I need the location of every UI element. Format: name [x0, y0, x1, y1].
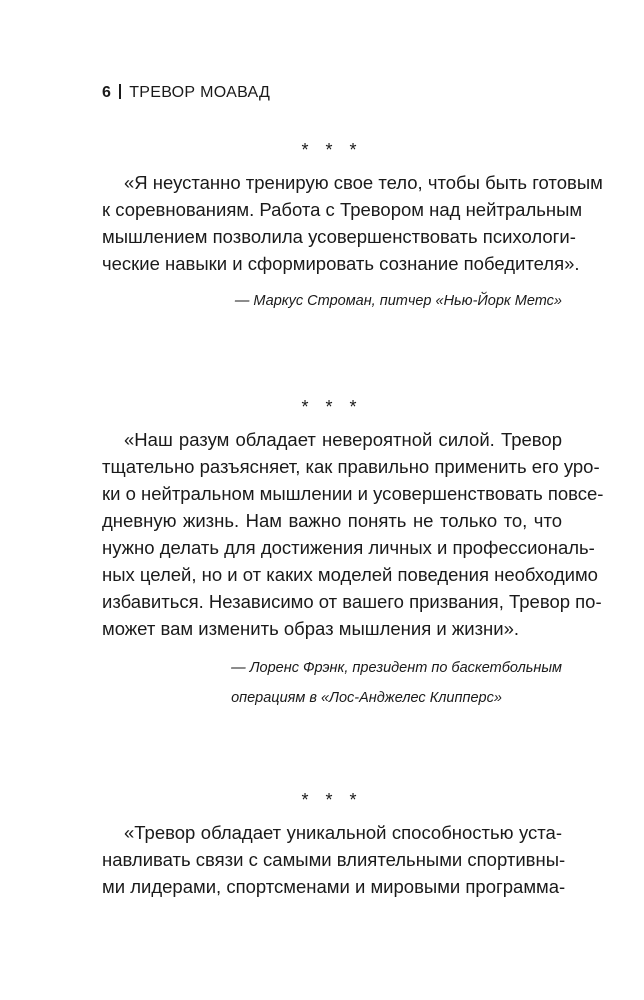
quote-attribution [235, 286, 562, 316]
quote-line: нужно делать для достижения личных и профессиональ- [102, 537, 595, 558]
quote-text [102, 169, 603, 277]
attribution-line: — Маркус Строман, питчер «Нью-Йорк Метс» [234, 293, 562, 309]
quote-line: мышлением позволила усовершенствовать психологи- [102, 226, 576, 247]
running-header [102, 84, 270, 102]
section-separator: * * * [301, 397, 363, 417]
section-separator: * * * [301, 140, 363, 160]
attribution-line: операциям в «Лос-Анджелес Клипперс» [231, 690, 502, 706]
quote-line: ки о нейтральном мышлении и усовершенствовать повсе- [102, 483, 604, 504]
quote-line: ми лидерами, спортсменами и мировыми программа- [102, 876, 566, 897]
quote-line: «Я неустанно тренирую свое тело, чтобы быть готовым [124, 172, 603, 193]
attribution-line: — Лоренс Фрэнк, президент по баскетбольным [231, 660, 562, 676]
page-number: 6 [102, 84, 112, 101]
quote-text [102, 819, 566, 900]
section-separator: * * * [301, 790, 363, 810]
quote-line: навливать связи с самыми влиятельными спортивны- [102, 849, 566, 870]
quote-attribution [231, 653, 562, 713]
quote-line: ческие навыки и сформировать сознание победителя». [102, 253, 580, 274]
header-separator [119, 84, 121, 99]
quote-line: избавиться. Независимо от вашего призвания, Тревор по- [102, 591, 602, 612]
running-title: ТРЕВОР МОАВАД [129, 84, 271, 101]
quote-line: тщательно разъясняет, как правильно применить его уро- [102, 456, 600, 477]
quote-line: может вам изменить образ мышления и жизни». [102, 618, 520, 639]
quote-line: «Наш разум обладает невероятной силой. Тревор [124, 429, 562, 450]
quote-line: дневную жизнь. Нам важно понять не только то, что [102, 510, 562, 531]
quote-text [102, 426, 604, 642]
quote-line: ных целей, но и от каких моделей поведения необходимо [102, 564, 598, 585]
quote-line: к соревнованиям. Работа с Тревором над нейтральным [102, 199, 583, 220]
quote-line: «Тревор обладает уникальной способностью уста- [124, 822, 562, 843]
